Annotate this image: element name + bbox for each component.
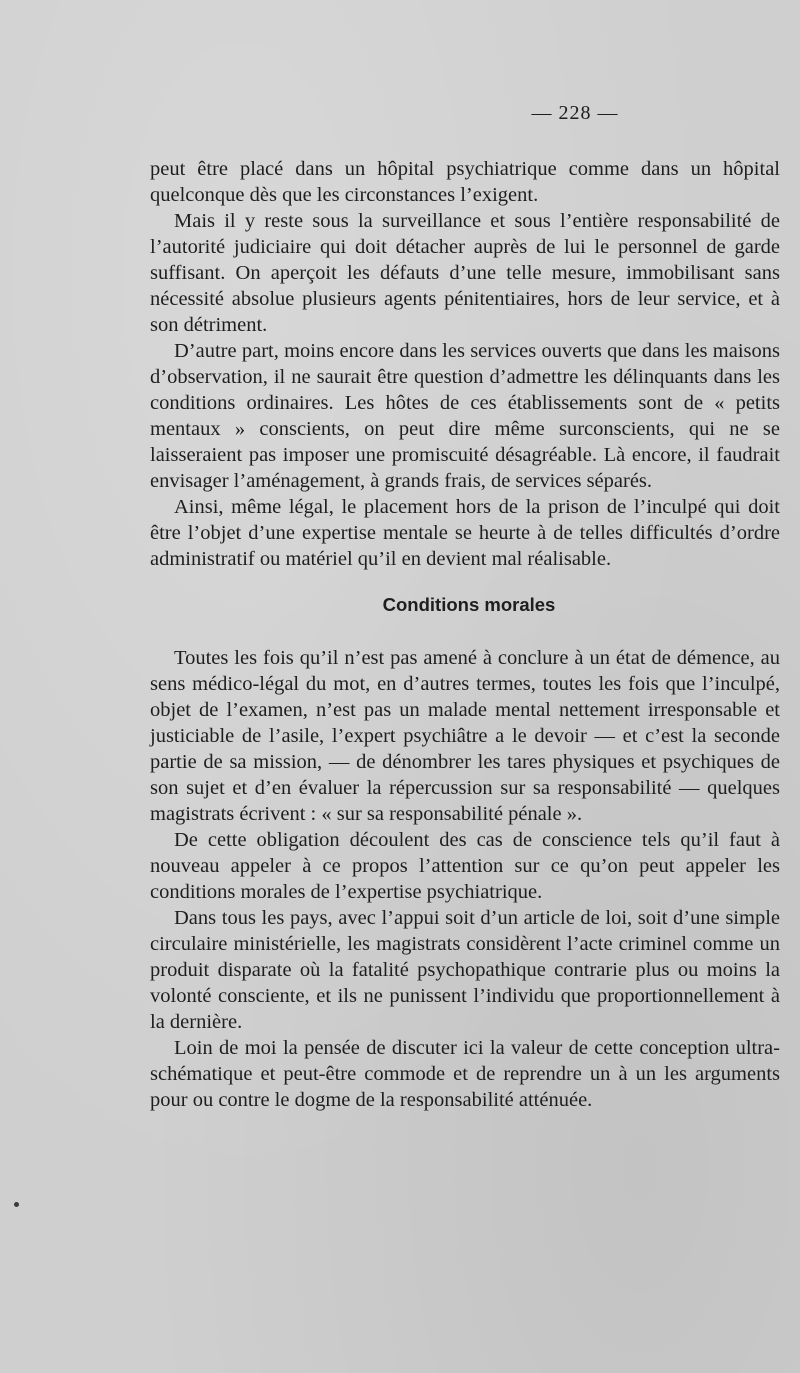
page-speck: [14, 1202, 19, 1207]
paragraph: Loin de moi la pensée de discuter ici la valeur de cette conception ultra-schématique et peut-être commode et de reprendre un à un les arguments pour ou contre le dogme de la responsabilité atténuée.: [150, 1037, 780, 1111]
paragraph: D’autre part, moins encore dans les services ouverts que dans les maisons d’observation, il ne saurait être question d’admettre les délinquants dans les conditions ordinaires. Les hôtes de ces établissements sont de « petits mentaux » conscients, on peut dire même surconscients, qui ne se laisseraient pas imposer une promiscuité désagréable. Là encore, il faudrait envisager l’aménagement, à grands frais, de services séparés.: [150, 340, 780, 492]
paragraph: Dans tous les pays, avec l’appui soit d’un article de loi, soit d’une simple circulaire ministérielle, les magistrats considèrent l’acte criminel comme un produit disparate où la fatalité psychopathique contrarie plus ou moins la volonté consciente, et ils ne punissent l’individu que proportionnellement à la dernière.: [150, 907, 780, 1033]
paragraph: Toutes les fois qu’il n’est pas amené à conclure à un état de démence, au sens médico-légal du mot, en d’autres termes, toutes les fois que l’inculpé, objet de l’examen, n’est pas un malade mental nettement irresponsable et justiciable de l’asile, l’expert psychiâtre a le devoir — et c’est la seconde partie de sa mission, — de dénombrer les tares physiques et psychiques de son sujet et d’en évaluer la répercussion sur sa responsabilité — quelques magistrats écrivent : « sur sa responsabilité pénale ».: [150, 647, 780, 825]
section-heading: Conditions morales: [382, 594, 556, 615]
book-page: [150, 100, 780, 1113]
paragraph: Ainsi, même légal, le placement hors de la prison de l’inculpé qui doit être l’objet d’une expertise mentale se heurte à de telles difficultés d’ordre administratif ou matériel qu’il en devient mal réalisable.: [150, 496, 780, 570]
page-number: [150, 100, 780, 126]
paragraph: Mais il y reste sous la surveillance et sous l’entière responsabilité de l’autorité judiciaire qui doit détacher auprès de lui le personnel de garde suffisant. On aperçoit les défauts d’une telle mesure, immobilisant sans nécessité absolue plusieurs agents pénitentiaires, hors de leur service, et à son détriment.: [150, 210, 780, 336]
paragraph-continued: peut être placé dans un hôpital psychiatrique comme dans un hôpital quelconque dès que les circonstances l’exigent.: [150, 158, 780, 206]
paragraph: De cette obligation découlent des cas de conscience tels qu’il faut à nouveau appeler à ce propos l’attention sur ce qu’on peut appeler les conditions morales de l’expertise psychiatrique.: [150, 829, 780, 903]
page-number-text: — 228 —: [531, 102, 619, 124]
